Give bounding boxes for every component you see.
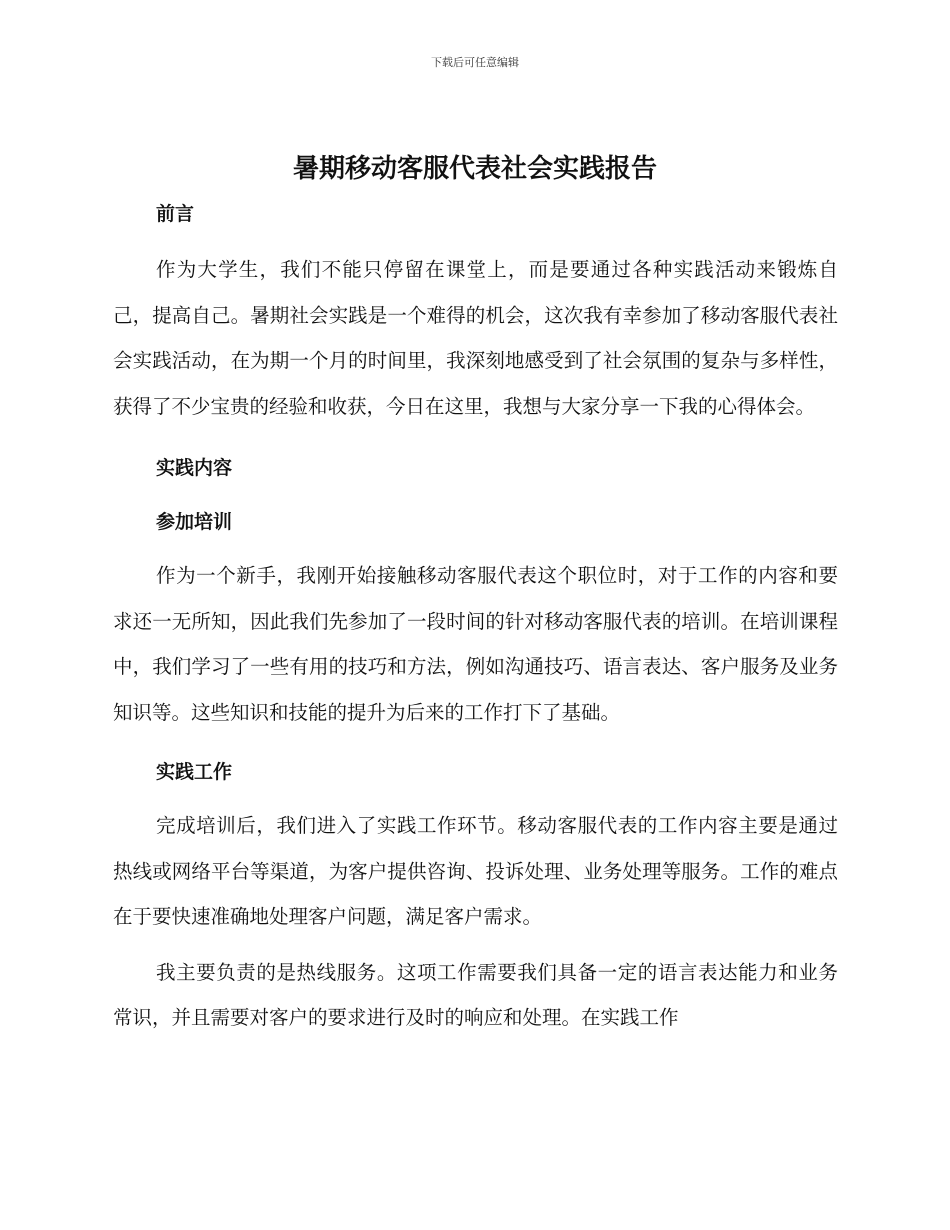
paragraph-training: 作为一个新手，我刚开始接触移动客服代表这个职位时，对于工作的内容和要求还一无所知，因此我们先参加了一段时间的针对移动客服代表的培训。在培训课程中，我们学习了一些有用的技巧和方法，例如沟通技巧、语言表达、客户服务及业务知识等。这些知识和技能的提升为后来的工作打下了基础。 [113,564,838,724]
document-title: 暑期移动客服代表社会实践报告 [292,154,657,184]
paragraph-work-2: 我主要负责的是热线服务。这项工作需要我们具备一定的语言表达能力和业务常识，并且需要对客户的要求进行及时的响应和处理。在实践工作 [113,960,838,1029]
paragraph-intro: 作为大学生，我们不能只停留在课堂上，而是要通过各种实践活动来锻炼自己，提高自己。暑期社会实践是一个难得的机会，这次我有幸参加了移动客服代表社会实践活动，在为期一个月的时间里，我深刻地感受到了社会氛围的复杂与多样性，获得了不少宝贵的经验和收获，今日在这里，我想与大家分享一下我的心得体会。 [113,258,838,418]
section-heading-content: 实践内容 [156,457,233,479]
paragraph-work-1: 完成培训后，我们进入了实践工作环节。移动客服代表的工作内容主要是通过热线或网络平台等渠道，为客户提供咨询、投诉处理、业务处理等服务。工作的难点在于要快速准确地处理客户问题，满足客户需求。 [113,814,838,928]
section-heading-work: 实践工作 [156,761,233,783]
section-heading-intro: 前言 [156,203,195,225]
section-heading-training: 参加培训 [156,511,233,533]
document-body [113,197,838,1041]
header-note: 下载后可任意编辑 [431,56,519,69]
